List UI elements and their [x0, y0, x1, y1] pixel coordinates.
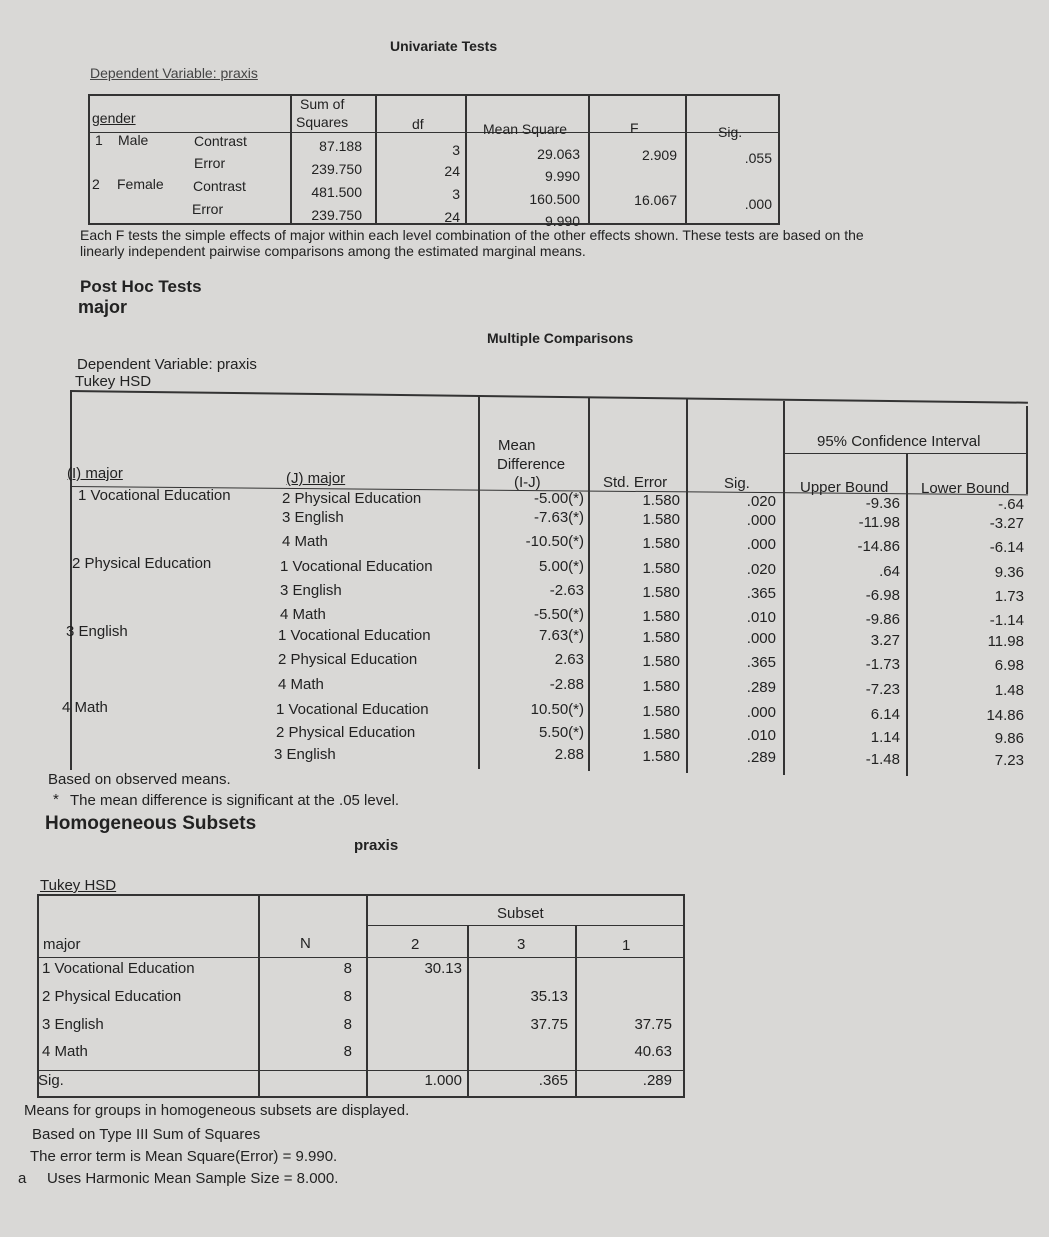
posthoc-heading: Post Hoc Tests — [80, 277, 202, 296]
gender-2-name: Female — [117, 176, 164, 192]
sig-cell: .000 — [746, 536, 776, 553]
ub-cell: -9.36 — [865, 494, 900, 512]
sig-cell: .020 — [746, 561, 776, 578]
hs-name-cell: 3 English — [42, 1016, 104, 1033]
j-major-cell: 1 Vocational Education — [276, 701, 429, 718]
j-major-cell: 1 Vocational Education — [280, 558, 433, 575]
lb-cell: 1.48 — [994, 682, 1024, 699]
se-cell: 1.580 — [642, 747, 680, 765]
row2-ms: 9.990 — [544, 168, 580, 184]
univariate-title: Univariate Tests — [390, 38, 498, 54]
row1-type: Contrast — [194, 133, 247, 149]
hs-s1-cell: 40.63 — [634, 1043, 672, 1060]
hs-s3-cell: 37.75 — [530, 1016, 568, 1033]
ub-cell: .64 — [879, 562, 900, 580]
header-i-major: (I) major — [67, 465, 123, 482]
row3-ms: 160.500 — [529, 191, 580, 207]
header-s2: 2 — [411, 936, 420, 953]
j-major-cell: 3 English — [282, 509, 344, 526]
hs-note-1: Means for groups in homogeneous subsets are displayed. — [24, 1102, 410, 1119]
sig-s2: 1.000 — [424, 1072, 462, 1089]
sig-s1: .289 — [642, 1072, 672, 1089]
header-n: N — [300, 935, 311, 952]
ub-cell: -9.86 — [865, 610, 900, 628]
row2-type: Error — [194, 155, 226, 171]
se-cell: 1.580 — [642, 702, 680, 720]
header-lb: Lower Bound — [921, 480, 1010, 497]
j-major-cell: 4 Math — [280, 606, 326, 623]
sig-cell: .010 — [746, 727, 776, 744]
ub-cell: -6.98 — [865, 586, 900, 604]
row1-f: 2.909 — [641, 147, 677, 163]
ub-cell: 6.14 — [870, 705, 900, 723]
i-group-3: 3 English — [66, 623, 128, 640]
row3-df: 3 — [452, 186, 460, 202]
hs-note-3: The error term is Mean Square(Error) = 9.990. — [30, 1148, 338, 1165]
hs-n-cell: 8 — [343, 988, 352, 1005]
hs-name-cell: 4 Math — [42, 1043, 88, 1060]
header-md2: Difference — [497, 456, 566, 473]
row1-df: 3 — [452, 142, 460, 158]
header-sig-mc: Sig. — [724, 475, 750, 492]
mc-note-2: The mean difference is significant at the .05 level. — [70, 792, 400, 809]
header-subset: Subset — [497, 905, 544, 922]
row1-ms: 29.063 — [537, 146, 580, 162]
se-cell: 1.580 — [642, 677, 680, 695]
homogeneous-title: praxis — [354, 837, 399, 854]
header-f: F — [630, 120, 639, 136]
se-cell: 1.580 — [642, 559, 680, 577]
hs-name-cell: 1 Vocational Education — [42, 960, 195, 977]
i-group-1: 1 Vocational Education — [78, 487, 231, 504]
lb-cell: -6.14 — [989, 539, 1024, 556]
row1-ss: 87.188 — [319, 138, 362, 154]
j-major-cell: 2 Physical Education — [282, 490, 422, 507]
ub-cell: -1.73 — [865, 655, 900, 673]
hs-s2-cell: 30.13 — [424, 960, 462, 977]
lb-cell: 14.86 — [986, 707, 1024, 724]
lb-cell: 9.86 — [994, 730, 1024, 747]
j-major-cell: 1 Vocational Education — [278, 627, 431, 644]
gender-1-name: Male — [118, 132, 149, 148]
sig-cell: .010 — [746, 609, 776, 626]
se-cell: 1.580 — [642, 534, 680, 552]
md-cell: -7.63(*) — [533, 509, 584, 526]
header-md1: Mean — [498, 437, 536, 454]
se-cell: 1.580 — [642, 491, 680, 509]
md-cell: 10.50(*) — [530, 701, 584, 718]
j-major-cell: 3 English — [280, 582, 342, 599]
row4-type: Error — [192, 201, 224, 217]
header-sig: Sig. — [718, 124, 743, 140]
sig-cell: .289 — [746, 679, 776, 696]
ub-cell: 1.14 — [870, 728, 900, 746]
ub-cell: -11.98 — [858, 513, 900, 531]
lb-cell: -.64 — [998, 496, 1024, 513]
sig-cell: .000 — [746, 704, 776, 721]
header-j-major: (J) major — [286, 470, 346, 487]
lb-cell: 11.98 — [987, 633, 1024, 650]
hs-n-cell: 8 — [343, 960, 352, 977]
md-cell: -5.00(*) — [533, 490, 584, 507]
md-cell: -10.50(*) — [525, 533, 584, 550]
ub-cell: -7.23 — [865, 680, 900, 698]
se-cell: 1.580 — [642, 725, 680, 743]
header-major: major — [43, 936, 81, 953]
row4-ss: 239.750 — [311, 207, 362, 223]
j-major-cell: 3 English — [274, 746, 336, 763]
multiple-method: Tukey HSD — [75, 373, 152, 390]
header-ss1: Sum of — [300, 96, 345, 112]
hs-n-cell: 8 — [343, 1043, 352, 1060]
row2-df: 24 — [444, 163, 460, 179]
se-cell: 1.580 — [642, 510, 680, 528]
md-cell: -5.50(*) — [533, 606, 584, 623]
hs-s1-cell: 37.75 — [634, 1016, 672, 1033]
i-group-2: 2 Physical Education — [72, 555, 212, 572]
hs-note-a-label: a — [18, 1170, 27, 1187]
univariate-footnote-2: linearly independent pairwise comparisons among the estimated marginal means. — [80, 243, 586, 259]
j-major-cell: 2 Physical Education — [278, 651, 418, 668]
univariate-footnote-1: Each F tests the simple effects of major within each level combination of the other effects shown. These tests are based on the — [80, 227, 864, 243]
ub-cell: 3.27 — [870, 631, 900, 649]
row3-f: 16.067 — [634, 192, 677, 208]
lb-cell: 6.98 — [994, 657, 1024, 674]
hs-name-cell: 2 Physical Education — [42, 988, 182, 1005]
j-major-cell: 4 Math — [278, 676, 324, 693]
row3-ss: 481.500 — [311, 184, 362, 200]
se-cell: 1.580 — [642, 652, 680, 670]
se-cell: 1.580 — [642, 607, 680, 625]
multiple-dependent: Dependent Variable: praxis — [77, 356, 257, 373]
univariate-dependent: Dependent Variable: praxis — [90, 65, 258, 81]
se-cell: 1.580 — [642, 583, 680, 601]
header-ss2: Squares — [296, 114, 349, 130]
sig-cell: .020 — [746, 493, 776, 510]
ub-cell: -1.48 — [865, 750, 900, 768]
hs-s3-cell: 35.13 — [530, 988, 568, 1005]
header-s3: 3 — [517, 936, 526, 953]
homogeneous-heading: Homogeneous Subsets — [45, 813, 257, 834]
sig-s3: .365 — [538, 1072, 568, 1089]
md-cell: 2.88 — [554, 746, 584, 763]
homogeneous-method: Tukey HSD — [40, 877, 117, 894]
multiple-title: Multiple Comparisons — [487, 330, 634, 346]
mc-note-1: Based on observed means. — [48, 771, 231, 788]
header-ms: Mean Square — [483, 121, 568, 137]
se-cell: 1.580 — [642, 628, 680, 646]
header-df: df — [412, 116, 424, 132]
posthoc-subheading: major — [78, 297, 128, 317]
md-cell: 5.00(*) — [538, 558, 584, 575]
header-ub: Upper Bound — [800, 479, 889, 496]
lb-cell: 9.36 — [994, 564, 1024, 581]
row3-type: Contrast — [193, 178, 246, 194]
lb-cell: 1.73 — [994, 588, 1024, 605]
sig-cell: .289 — [746, 749, 776, 766]
row2-ss: 239.750 — [311, 161, 362, 177]
row3-sig: .000 — [744, 196, 772, 212]
md-cell: 2.63 — [554, 651, 584, 668]
sig-cell: .000 — [746, 630, 776, 647]
row1-sig: .055 — [744, 150, 772, 166]
hs-note-a: Uses Harmonic Mean Sample Size = 8.000. — [47, 1170, 339, 1187]
lb-cell: -3.27 — [989, 515, 1024, 532]
j-major-cell: 2 Physical Education — [276, 724, 416, 741]
sig-cell: .000 — [746, 512, 776, 529]
row4-df: 24 — [444, 209, 460, 225]
i-group-4: 4 Math — [62, 699, 108, 716]
sig-cell: .365 — [746, 585, 776, 602]
gender-2-num: 2 — [92, 176, 100, 192]
md-cell: -2.88 — [549, 676, 584, 693]
lb-cell: 7.23 — [994, 752, 1024, 769]
md-cell: -2.63 — [549, 582, 584, 599]
header-se: Std. Error — [603, 474, 668, 491]
sig-cell: .365 — [746, 654, 776, 671]
header-gender: gender — [92, 110, 136, 126]
row4-ms: 9.990 — [544, 213, 580, 229]
j-major-cell: 4 Math — [282, 533, 328, 550]
md-cell: 5.50(*) — [538, 724, 584, 741]
gender-1-num: 1 — [95, 132, 103, 148]
header-ci: 95% Confidence Interval — [817, 433, 981, 450]
header-s1: 1 — [622, 937, 631, 954]
md-cell: 7.63(*) — [538, 627, 584, 644]
hs-n-cell: 8 — [343, 1016, 352, 1033]
hs-note-2: Based on Type III Sum of Squares — [32, 1126, 261, 1143]
header-md3: (I-J) — [514, 474, 541, 491]
lb-cell: -1.14 — [989, 612, 1024, 629]
ub-cell: -14.86 — [857, 537, 900, 555]
mc-note-star: * — [53, 791, 59, 808]
sig-label: Sig. — [38, 1072, 64, 1089]
